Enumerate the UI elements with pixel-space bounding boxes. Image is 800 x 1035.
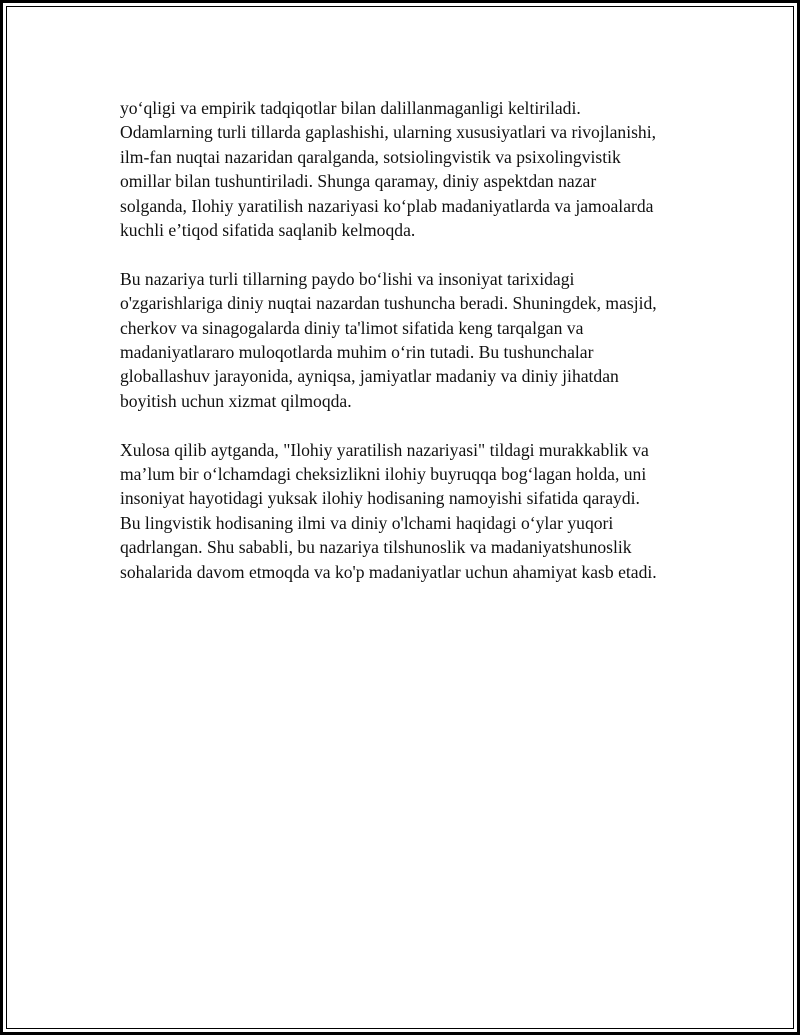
text-line: madaniyatlararo muloqotlarda muhim o‘rin tutadi. Bu tushunchalar bbox=[120, 342, 594, 363]
text-line: ma’lum bir o‘lchamdagi cheksizlikni ilohiy buyruqqa bog‘lagan holda, uni bbox=[120, 464, 647, 485]
document-body bbox=[120, 96, 710, 608]
text-line: sohalarida davom etmoqda va ko'p madaniyatlar uchun ahamiyat kasb etadi. bbox=[120, 561, 657, 582]
text-line: Bu lingvistik hodisaning ilmi va diniy o'lchami haqidagi o‘ylar yuqori bbox=[120, 512, 614, 533]
text-line: kuchli e’tiqod sifatida saqlanib kelmoqda. bbox=[120, 220, 416, 241]
paragraph-1 bbox=[120, 96, 710, 242]
text-line: o'zgarishlariga diniy nuqtai nazardan tushuncha beradi. Shuningdek, masjid, bbox=[120, 293, 657, 314]
text-line: qadrlangan. Shu sababli, bu nazariya tilshunoslik va madaniyatshunoslik bbox=[120, 537, 632, 558]
text-line: Bu nazariya turli tillarning paydo bo‘lishi va insoniyat tarixidagi bbox=[120, 268, 575, 289]
text-line: cherkov va sinagogalarda diniy ta'limot sifatida keng tarqalgan va bbox=[120, 317, 584, 338]
text-line: Xulosa qilib aytganda, "Ilohiy yaratilish nazariyasi" tildagi murakkablik va bbox=[120, 439, 649, 460]
text-line: yo‘qligi va empirik tadqiqotlar bilan dalillanmaganligi keltiriladi. bbox=[120, 98, 581, 118]
paragraph-3 bbox=[120, 438, 710, 584]
text-line: Odamlarning turli tillarda gaplashishi, ularning xususiyatlari va rivojlanishi, bbox=[120, 122, 657, 143]
text-line: solganda, Ilohiy yaratilish nazariyasi ko‘plab madaniyatlarda va jamoalarda bbox=[120, 195, 654, 216]
text-line: omillar bilan tushuntiriladi. Shunga qaramay, diniy aspektdan nazar bbox=[120, 171, 597, 192]
text-line: globallashuv jarayonida, ayniqsa, jamiyatlar madaniy va diniy jihatdan bbox=[120, 366, 619, 387]
text-line: ilm-fan nuqtai nazaridan qaralganda, sotsiolingvistik va psixolingvistik bbox=[120, 146, 621, 167]
text-line: boyitish uchun xizmat qilmoqda. bbox=[120, 390, 352, 411]
text-line: insoniyat hayotidagi yuksak ilohiy hodisaning namoyishi sifatida qaraydi. bbox=[120, 488, 640, 509]
paragraph-2 bbox=[120, 267, 710, 413]
